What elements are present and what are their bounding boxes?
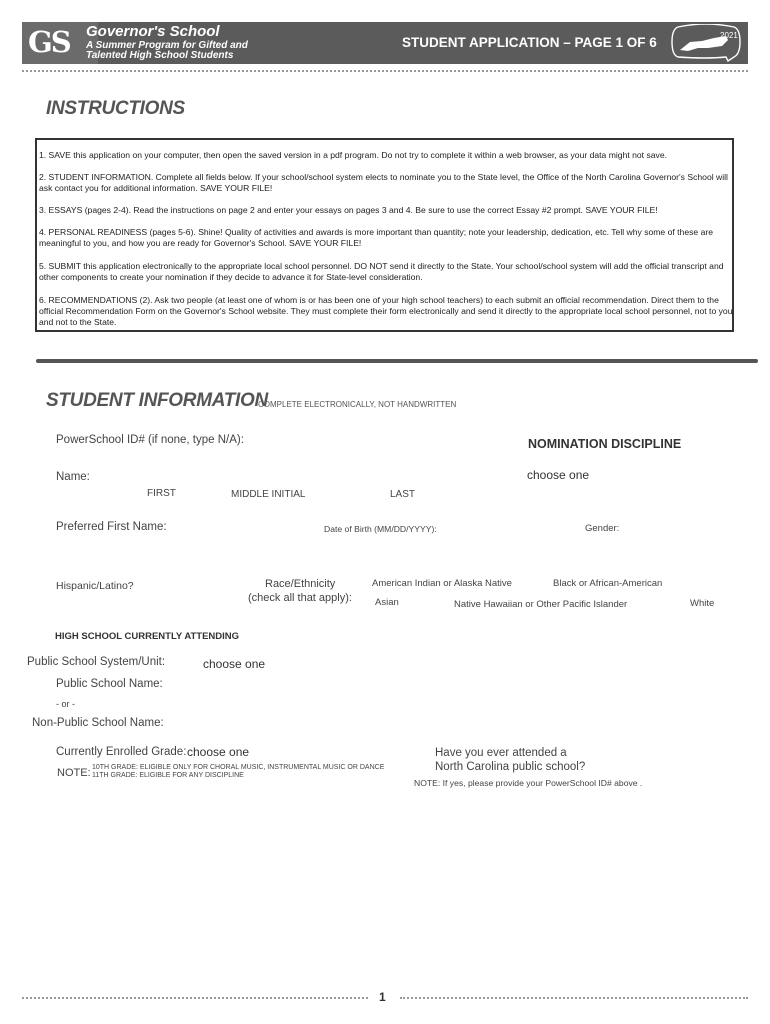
school-subtitle [86, 41, 248, 61]
race-option-american-indian[interactable]: American Indian or Alaska Native [372, 578, 512, 589]
grade-note-line-1: 10TH GRADE: ELIGIBLE ONLY FOR CHORAL MUSIC, INSTRUMENTAL MUSIC OR DANCE [92, 764, 385, 771]
dob-label: Date of Birth (MM/DD/YYYY): [324, 524, 437, 534]
powerschool-id-label: PowerSchool ID# (if none, type N/A): [56, 434, 244, 446]
preferred-name-label: Preferred First Name: [56, 521, 167, 533]
first-name-label: FIRST [147, 488, 176, 499]
instructions-box [35, 138, 734, 332]
race-option-hawaiian[interactable]: Native Hawaiian or Other Pacific Islander [454, 599, 628, 610]
public-school-name-label: Public School Name: [56, 678, 163, 690]
name-label: Name: [56, 471, 90, 483]
application-title: STUDENT APPLICATION – PAGE 1 OF 6 [402, 35, 657, 50]
race-option-white[interactable]: White [690, 598, 715, 609]
high-school-heading: HIGH SCHOOL CURRENTLY ATTENDING [55, 631, 240, 642]
or-separator: - or - [56, 699, 75, 709]
section-divider [36, 359, 758, 363]
year-badge: 2021 [720, 31, 738, 40]
nomination-discipline-select[interactable]: choose one [527, 468, 590, 482]
instructions-heading: INSTRUCTIONS [46, 98, 185, 119]
last-name-label: LAST [390, 489, 416, 500]
student-info-note: COMPLETE ELECTRONICALLY, NOT HANDWRITTEN [258, 400, 457, 409]
footer-divider-left [22, 997, 368, 999]
gender-label: Gender: [585, 523, 620, 534]
attended-nc-label-line1: Have you ever attended a [435, 747, 567, 759]
race-option-black[interactable]: Black or African-American [553, 578, 663, 589]
hispanic-label: Hispanic/Latino? [56, 580, 134, 592]
race-label-line2: (check all that apply): [248, 592, 352, 604]
instruction-item: 4. PERSONAL READINESS (pages 5-6). Shine! Quality of activities and awards is more important than quantity; note your leadership, dedication, etc. Tell why some of these are meaningful to you, and how you are ready for Governor's School. SAVE YOUR FILE! [39, 227, 713, 248]
instruction-item: 1. SAVE this application on your computer, then open the saved version in a pdf program. Do not try to complete it within a web browser, as your data might not save. [39, 150, 668, 160]
school-system-label: Public School System/Unit: [27, 656, 166, 668]
instruction-item: 2. STUDENT INFORMATION. Complete all fields below. If your school/school system elects to nominate you to the State level, the Office of the North Carolina Governor's School will ask contact you for additional information. SAVE YOUR FILE! [39, 172, 728, 193]
instruction-item: 6. RECOMMENDATIONS (2). Ask two people (at least one of whom is or has been one of your high school teachers) to each submit an official recommendation. Direct them to the official Recommendation Form on the Governor's School website. They must complete their form electronically and send it directly to the appropriate local school personnel, not to you and not to the State. [39, 295, 733, 327]
subtitle-line-1: A Summer Program for Gifted and [86, 40, 248, 51]
grade-label: Currently Enrolled Grade: [56, 746, 187, 758]
nomination-discipline-label: NOMINATION DISCIPLINE [528, 437, 682, 451]
header-divider [22, 70, 748, 72]
nc-map-badge-icon [668, 24, 744, 62]
race-label-line1: Race/Ethnicity [265, 578, 336, 590]
grade-note-line-2: 11TH GRADE: ELIGIBLE FOR ANY DISCIPLINE [92, 772, 244, 779]
attended-nc-note: NOTE: If yes, please provide your PowerSchool ID# above . [414, 778, 643, 788]
gs-logo: GS [28, 25, 70, 59]
student-info-heading: STUDENT INFORMATION [46, 390, 268, 411]
footer-divider-right [400, 997, 748, 999]
nonpublic-school-name-label: Non-Public School Name: [32, 717, 164, 729]
page-header [22, 22, 748, 64]
grade-select[interactable]: choose one [187, 745, 250, 759]
page-number: 1 [379, 990, 386, 1004]
grade-note-label: NOTE: [57, 767, 91, 779]
subtitle-line-2: Talented High School Students [86, 50, 234, 61]
attended-nc-label-line2: North Carolina public school? [435, 761, 586, 773]
instruction-item: 5. SUBMIT this application electronically to the appropriate local school personnel. DO NOT send it directly to the State. Your school/school system will add the official transcript and other components to create your nomination if they decide to advance it for State-level consideration. [39, 261, 724, 282]
instruction-item: 3. ESSAYS (pages 2-4). Read the instructions on page 2 and enter your essays on pages 3 and 4. Be sure to use the correct Essay #2 prompt. SAVE YOUR FILE! [39, 205, 658, 215]
middle-initial-label: MIDDLE INITIAL [231, 489, 306, 500]
grade-note-text [92, 764, 384, 780]
school-system-select[interactable]: choose one [203, 657, 266, 671]
school-name: Governor's School [86, 23, 220, 40]
race-option-asian[interactable]: Asian [375, 597, 399, 608]
